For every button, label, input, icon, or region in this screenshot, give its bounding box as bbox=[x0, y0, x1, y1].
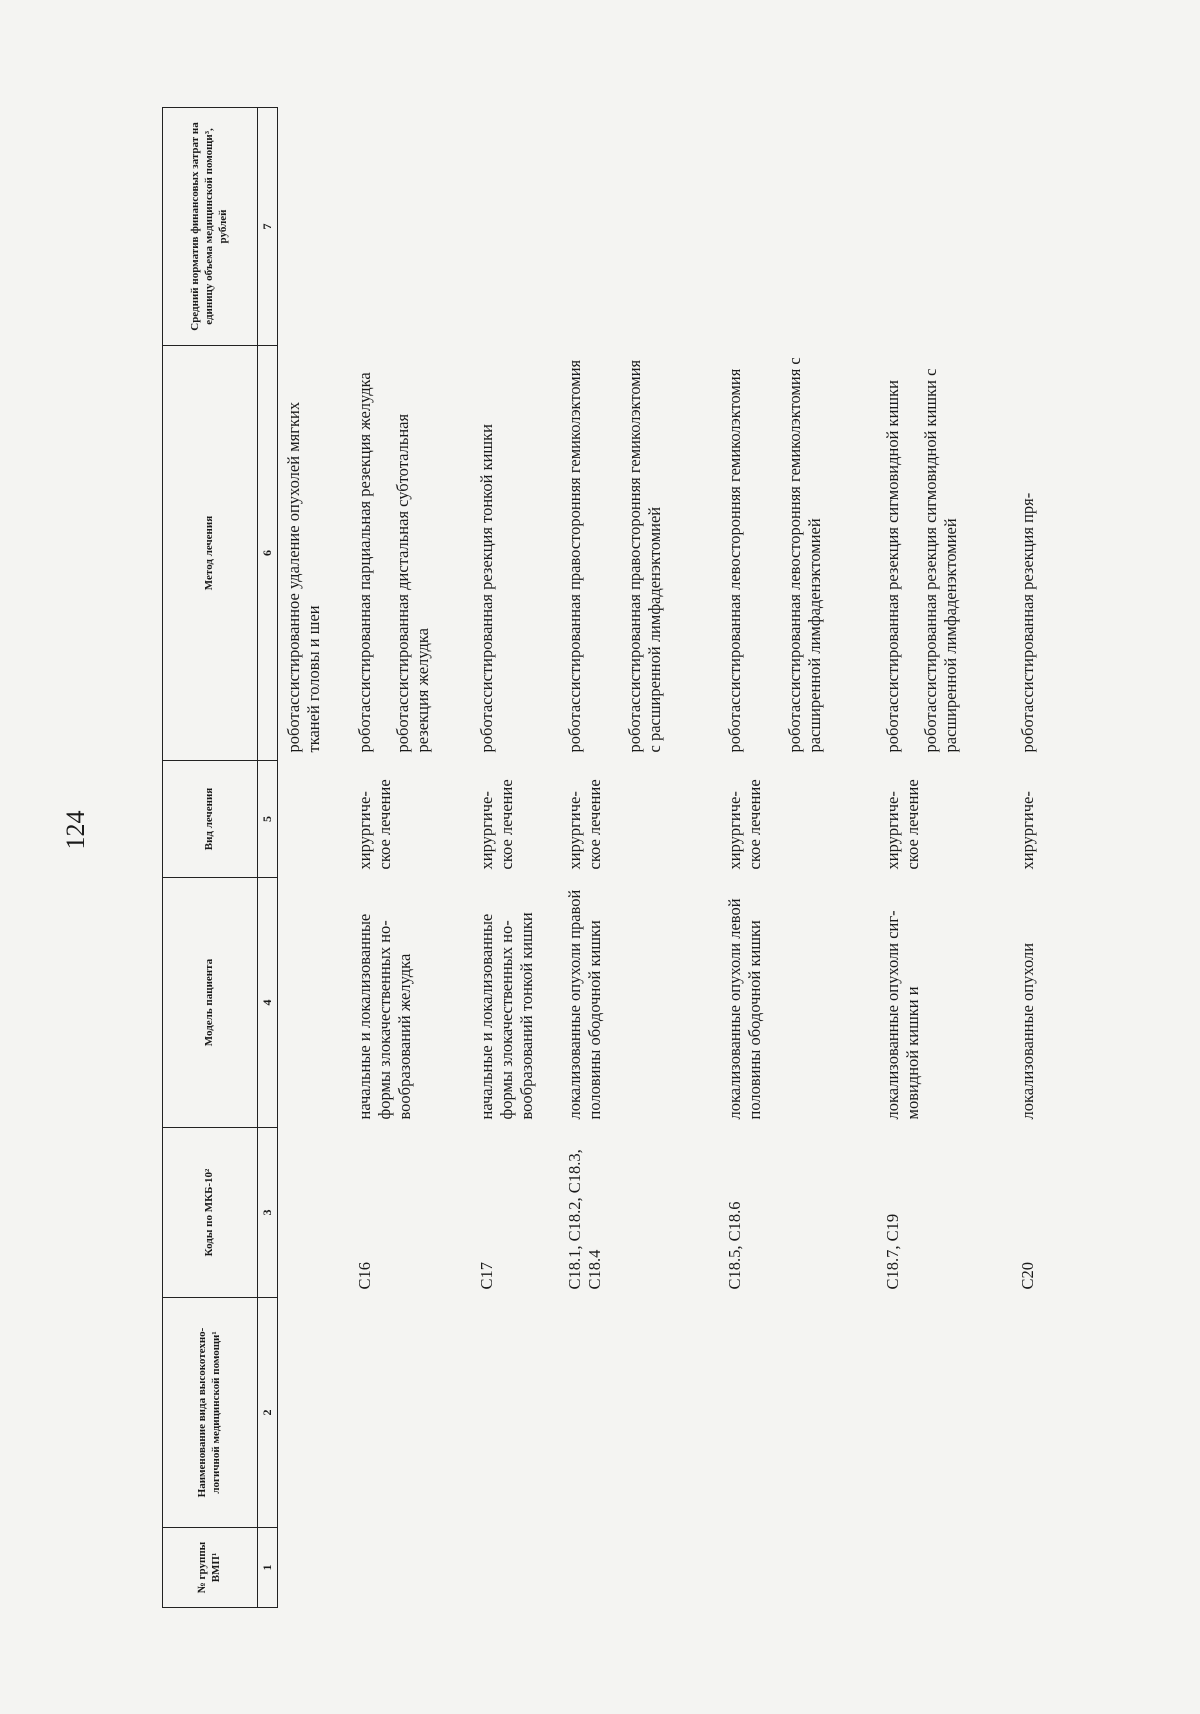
patient-model-cell: локализованные опухоли сигмовидной кишки и bbox=[883, 910, 923, 1120]
treatment-method-cell bbox=[277, 346, 349, 761]
icd-code-cell: C17 bbox=[477, 1261, 497, 1290]
treatment-type-cell: хирургиче- bbox=[1018, 791, 1038, 870]
method-text: роботассистированная резекция пря- bbox=[1018, 492, 1038, 753]
method-text: роботассистированная парциальная резекция желудка bbox=[355, 372, 375, 753]
treatment-method-cell bbox=[559, 346, 719, 761]
column-number-row bbox=[258, 108, 278, 1608]
column-number: 7 bbox=[258, 108, 278, 346]
method-text: роботассистированное удаление опухолей мягких тканей головы и шеи bbox=[283, 401, 323, 753]
method-text: роботассистированная левосторонняя гемиколэктомия с расширенной лимфаденэктомией bbox=[785, 357, 825, 753]
header-patient-model: Модель пациента bbox=[163, 878, 258, 1128]
icd-code-cell: C18.5, C18.6 bbox=[725, 1201, 745, 1290]
patient-model-cell: начальные и локализованные формы злокачественных новообразований желудка bbox=[355, 913, 415, 1120]
method-text: роботассистированная правосторонняя гемиколэктомия с расширенной лимфаденэктомией bbox=[625, 359, 665, 753]
vmp-table bbox=[162, 107, 1072, 1608]
method-text: роботассистированная левосторонняя гемиколэктомия bbox=[725, 368, 745, 753]
patient-model-cell bbox=[277, 878, 349, 1128]
table-row bbox=[349, 108, 471, 1608]
table-row bbox=[1012, 108, 1072, 1608]
icd-code-cell: C20 bbox=[1018, 1261, 1038, 1290]
column-number: 1 bbox=[258, 1528, 278, 1608]
treatment-type-cell: хирургическое лечение bbox=[725, 779, 765, 870]
header-group-number: № группы ВМП¹ bbox=[163, 1528, 258, 1608]
patient-model-cell: локализованные опухоли правой половины ободочной кишки bbox=[565, 889, 605, 1120]
method-text: роботассистированная резекция сигмовидной кишки с расширенной лимфаденэктомией bbox=[921, 368, 961, 753]
treatment-method-cell bbox=[719, 346, 877, 761]
icd-code-cell: C16 bbox=[355, 1261, 375, 1290]
table-row bbox=[471, 108, 559, 1608]
column-number: 4 bbox=[258, 878, 278, 1128]
patient-model-cell: начальные и локализованные формы злокачественных новообразований тонкой кишки bbox=[477, 912, 537, 1120]
table-row bbox=[277, 108, 349, 1608]
header-row bbox=[163, 108, 258, 1608]
treatment-method-cell bbox=[349, 346, 471, 761]
method-text: роботассистированная резекция сигмовидной кишки bbox=[883, 380, 903, 753]
treatment-type-cell: хирургическое лечение bbox=[565, 779, 605, 870]
treatment-method-cell bbox=[1012, 346, 1072, 761]
icd-code-cell: C18.7, C19 bbox=[883, 1213, 903, 1290]
treatment-type-cell: хирургическое лечение bbox=[883, 779, 923, 870]
column-number: 3 bbox=[258, 1128, 278, 1298]
treatment-method-cell bbox=[877, 346, 1012, 761]
column-number: 5 bbox=[258, 761, 278, 878]
method-text: роботассистированная правосторонняя гемиколэктомия bbox=[565, 359, 585, 753]
page-number: 124 bbox=[61, 810, 90, 850]
header-cost-norm: Средний норматив финансовых затрат на единицу объема медицинской помощи³, рублей bbox=[163, 108, 258, 346]
table-row bbox=[559, 108, 719, 1608]
method-text: роботассистированная дистальная субтотальная резекция желудка bbox=[393, 413, 433, 753]
patient-model-cell: локализованные опухоли левой половины ободочной кишки bbox=[725, 898, 765, 1120]
icd-code-cell bbox=[277, 1128, 349, 1298]
header-treatment-type: Вид лечения bbox=[163, 761, 258, 878]
rotated-table-container bbox=[162, 108, 1200, 1608]
column-number: 2 bbox=[258, 1298, 278, 1528]
patient-model-cell: локализованные опухоли bbox=[1018, 942, 1038, 1120]
header-vmp-name: Наименование вида высокотехнологичной медицинской помощи¹ bbox=[163, 1298, 258, 1528]
treatment-type-cell bbox=[277, 761, 349, 878]
icd-code-cell: C18.1, C18.2, C18.3, C18.4 bbox=[565, 1149, 605, 1290]
treatment-type-cell: хирургическое лечение bbox=[477, 779, 517, 870]
treatment-type-cell: хирургическое лечение bbox=[355, 779, 395, 870]
column-number: 6 bbox=[258, 346, 278, 761]
table-row bbox=[719, 108, 877, 1608]
method-text: роботассистированная резекция тонкой кишки bbox=[477, 424, 497, 753]
header-icd-codes: Коды по МКБ-10² bbox=[163, 1128, 258, 1298]
header-treatment-method: Метод лечения bbox=[163, 346, 258, 761]
table-row bbox=[877, 108, 1012, 1608]
treatment-method-cell bbox=[471, 346, 559, 761]
